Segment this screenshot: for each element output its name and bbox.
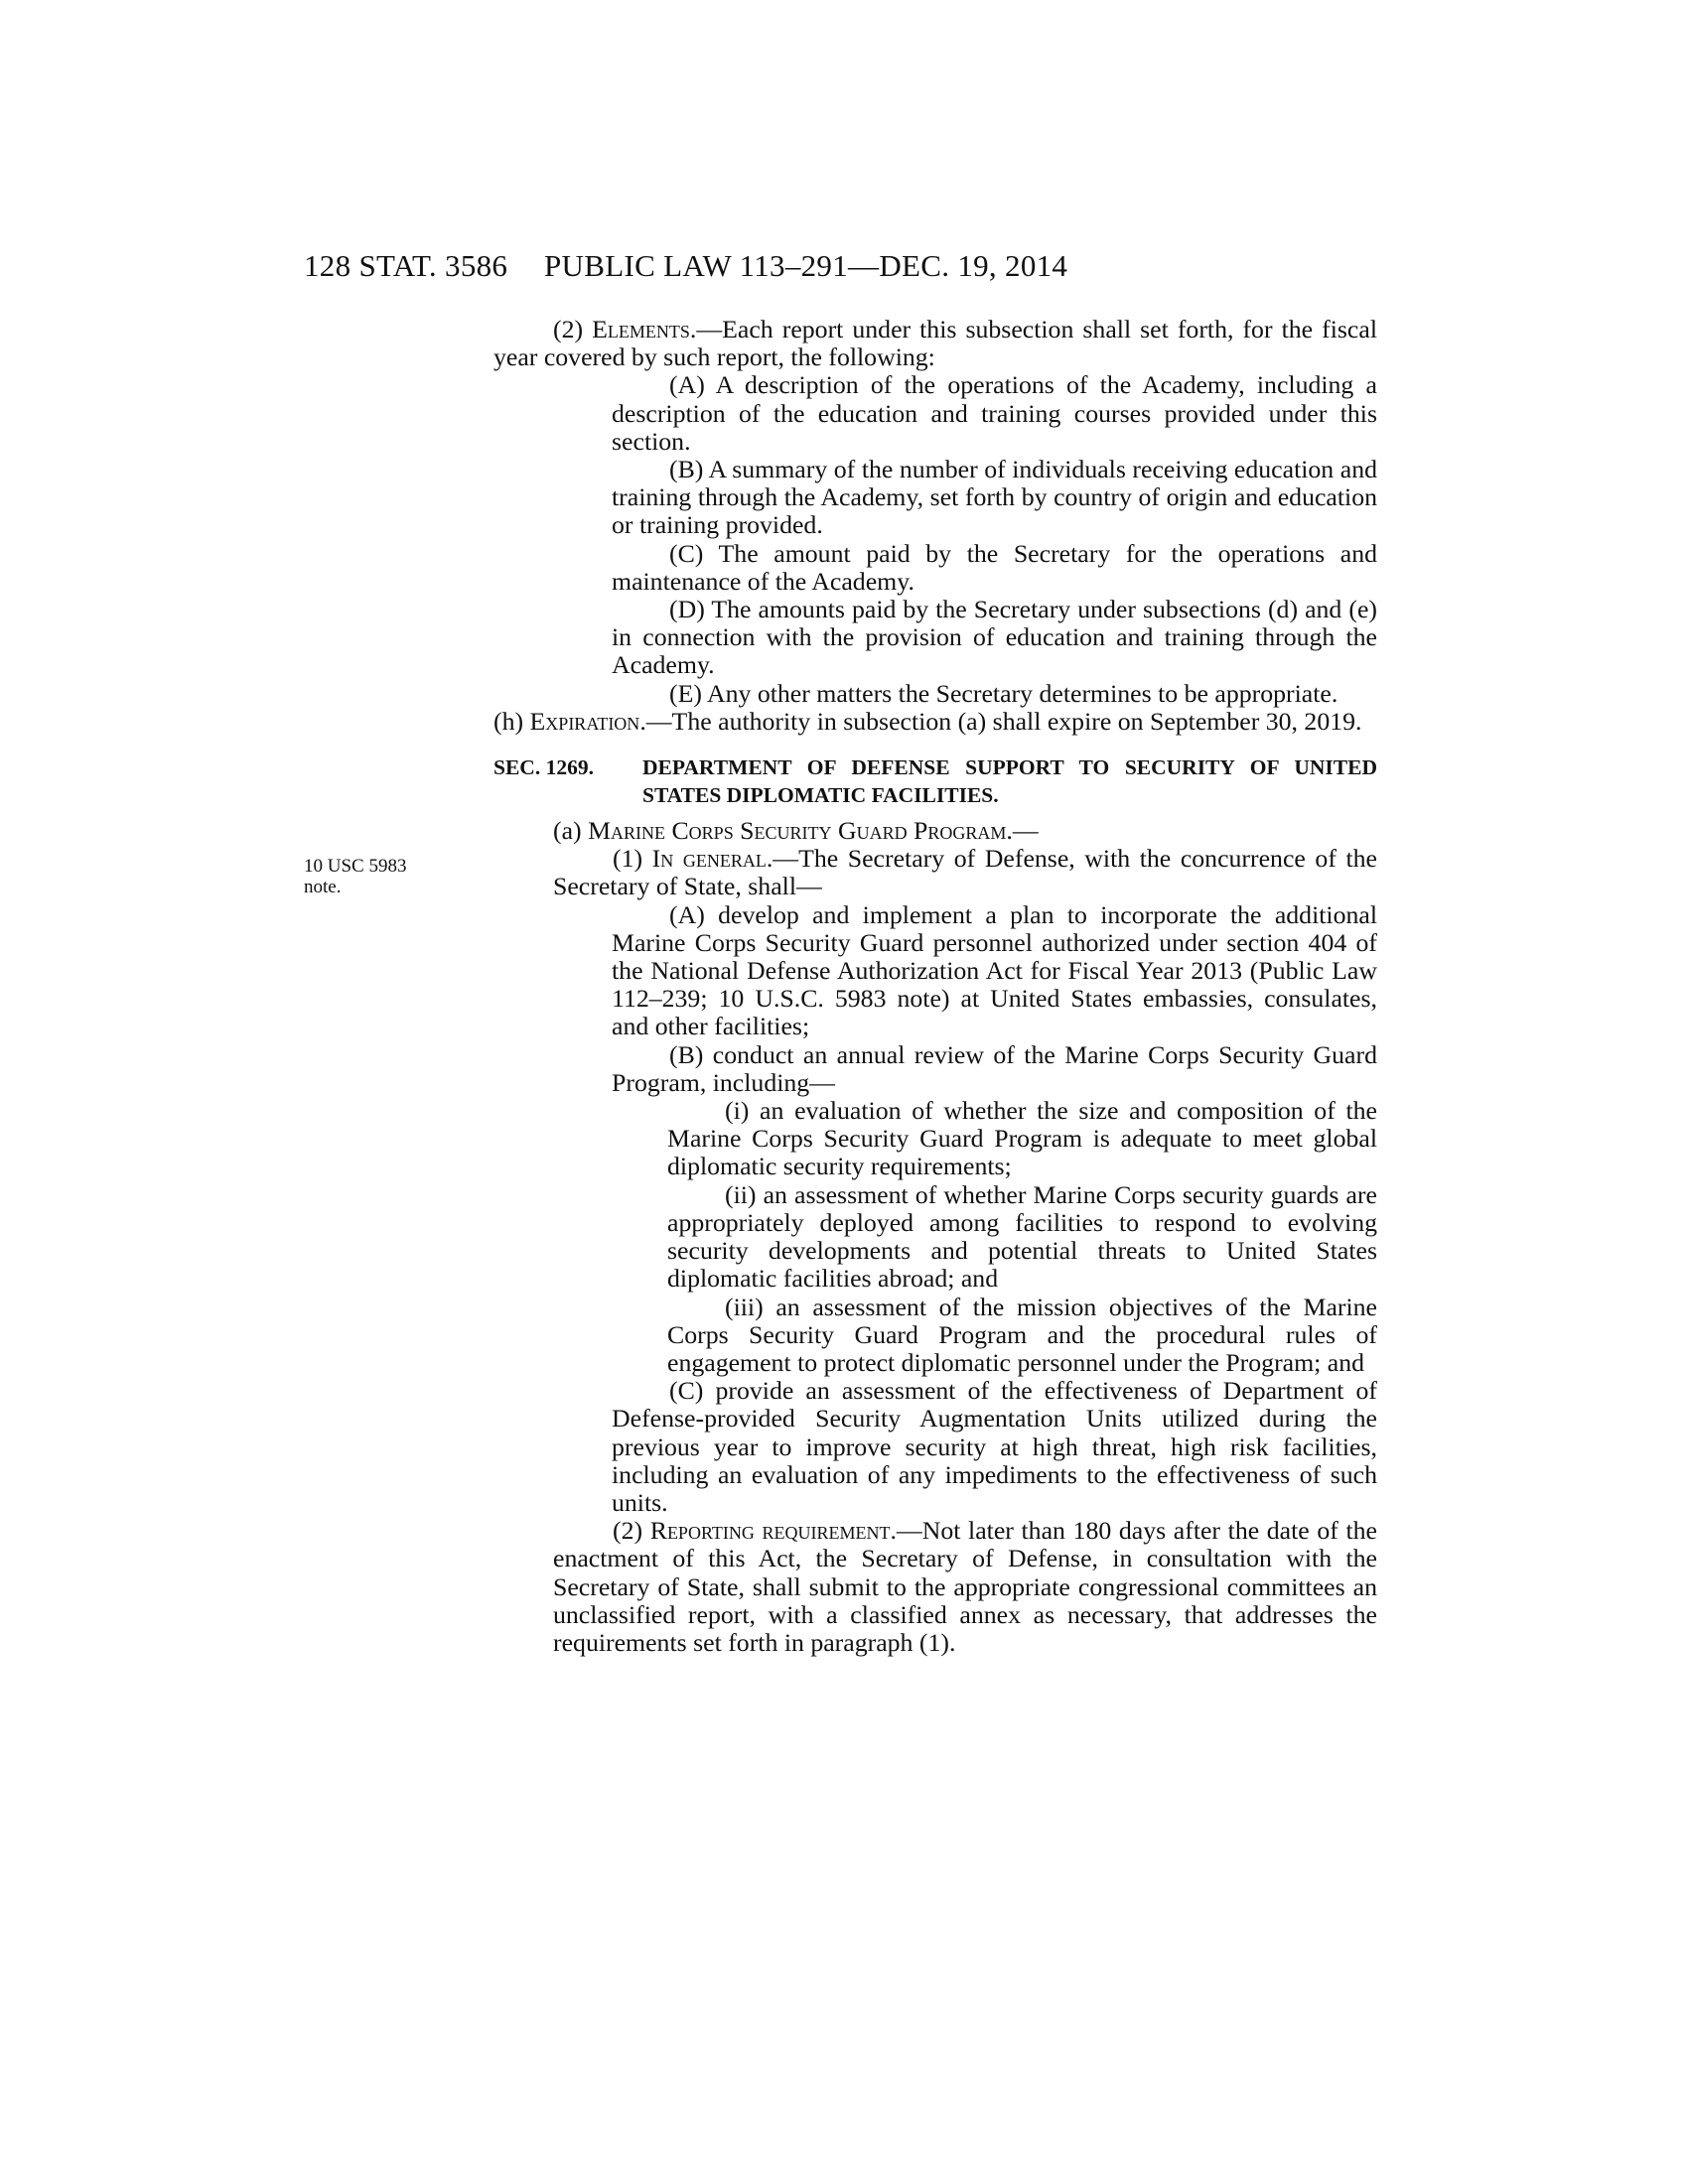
page-header-title: PUBLIC LAW 113–291—DEC. 19, 2014	[544, 248, 1068, 283]
subparagraph-1A: (A) develop and implement a plan to incorporate the additional Marine Corps Security Guard personnel authorized under section 404 of the National Defense Authorization Act for Fiscal Year 2013 (Public Law 112–239; 10 U.S.C. 5983 note) at United States embassies, consulates, and other facilities;	[612, 899, 1377, 1041]
subsection-heading: Marine Corps Security Guard Program	[588, 816, 1007, 846]
paragraph-text: .—Not later than 180 days after the date of the enactment of this Act, the Secretary of Defense, in consultation with the Secretary of State, shall submit to the appropriate congressional committees an unclassified report, with a classified annex as necessary, that addresses the requirements set forth in paragraph (1).	[553, 1516, 1378, 1657]
subparagraph-A: (A) A description of the operations of the Academy, including a description of the education and training courses provided under this section.	[612, 370, 1377, 456]
margin-note	[304, 856, 443, 897]
section-number: SEC. 1269.	[493, 755, 594, 780]
paragraph-2-reporting	[493, 1517, 1377, 1657]
document-body	[493, 316, 1377, 1657]
subsection-a	[493, 817, 1377, 845]
paragraph-number: (1)	[613, 844, 643, 874]
paragraph-number: (2)	[553, 315, 584, 343]
subsection-letter: (h)	[493, 706, 524, 736]
subsection-heading: Expiration	[529, 706, 640, 736]
subparagraph-1B: (B) conduct an annual review of the Marine Corps Security Guard Program, including—	[612, 1039, 1377, 1097]
section-heading	[493, 753, 1377, 809]
clause-ii: (ii) an assessment of whether Marine Corps security guards are appropriately deployed among facilities to respond to evolving security developments and potential threats to United States diplomatic facilities abroad; and	[667, 1179, 1377, 1294]
subparagraph-1C: (C) provide an assessment of the effectiveness of Department of Defense-provided Security Augmentation Units utilized during the previous year to improve security at high threat, high risk facilities, including an evaluation of any impediments to the effectiveness of such units.	[612, 1376, 1377, 1517]
subparagraph-E: (E) Any other matters the Secretary determines to be appropriate.	[669, 678, 1338, 708]
subsection-letter: (a)	[553, 816, 582, 846]
paragraph-1-in-general	[493, 845, 1377, 900]
section-title: DEPARTMENT OF DEFENSE SUPPORT TO SECURITY OF UNITED STATES DIPLOMATIC FACILITIES.	[642, 755, 1377, 808]
subparagraph-C: (C) The amount paid by the Secretary for the operations and maintenance of the Academy.	[612, 538, 1377, 596]
margin-note-suffix: note.	[304, 877, 342, 897]
subsection-h-expiration	[434, 708, 1377, 736]
clause-i: (i) an evaluation of whether the size and composition of the Marine Corps Security Guard Program is adequate to meet global diplomatic security requirements;	[667, 1096, 1377, 1181]
subparagraph-B: (B) A summary of the number of individuals receiving education and training through the Academy, set forth by country of origin and education or training provided.	[612, 455, 1377, 540]
paragraph-number: (2)	[613, 1516, 643, 1546]
subsection-dash: .—	[1006, 816, 1039, 846]
paragraph-heading: Reporting requirement	[649, 1516, 891, 1546]
paragraph-2-elements	[493, 316, 1377, 371]
page-header-stat: 128 STAT. 3586	[304, 248, 508, 283]
margin-note-citation: 10 USC 5983	[304, 856, 407, 877]
subparagraph-D: (D) The amounts paid by the Secretary under subsections (d) and (e) in connection with the provision of education and training through the Academy.	[612, 595, 1377, 680]
clause-iii: (iii) an assessment of the mission objectives of the Marine Corps Security Guard Program and the procedural rules of engagement to protect diplomatic personnel under the Program; and	[667, 1292, 1377, 1377]
paragraph-text: .—Each report under this subsection shall set forth, for the fiscal year covered by such report, the following:	[493, 315, 1377, 372]
paragraph-heading: In general	[651, 844, 767, 874]
paragraph-text: .—The Secretary of Defense, with the concurrence of the Secretary of State, shall—	[553, 844, 1377, 901]
paragraph-heading: Elements	[592, 315, 690, 343]
subsection-text: .—The authority in subsection (a) shall expire on September 30, 2019.	[639, 706, 1362, 736]
